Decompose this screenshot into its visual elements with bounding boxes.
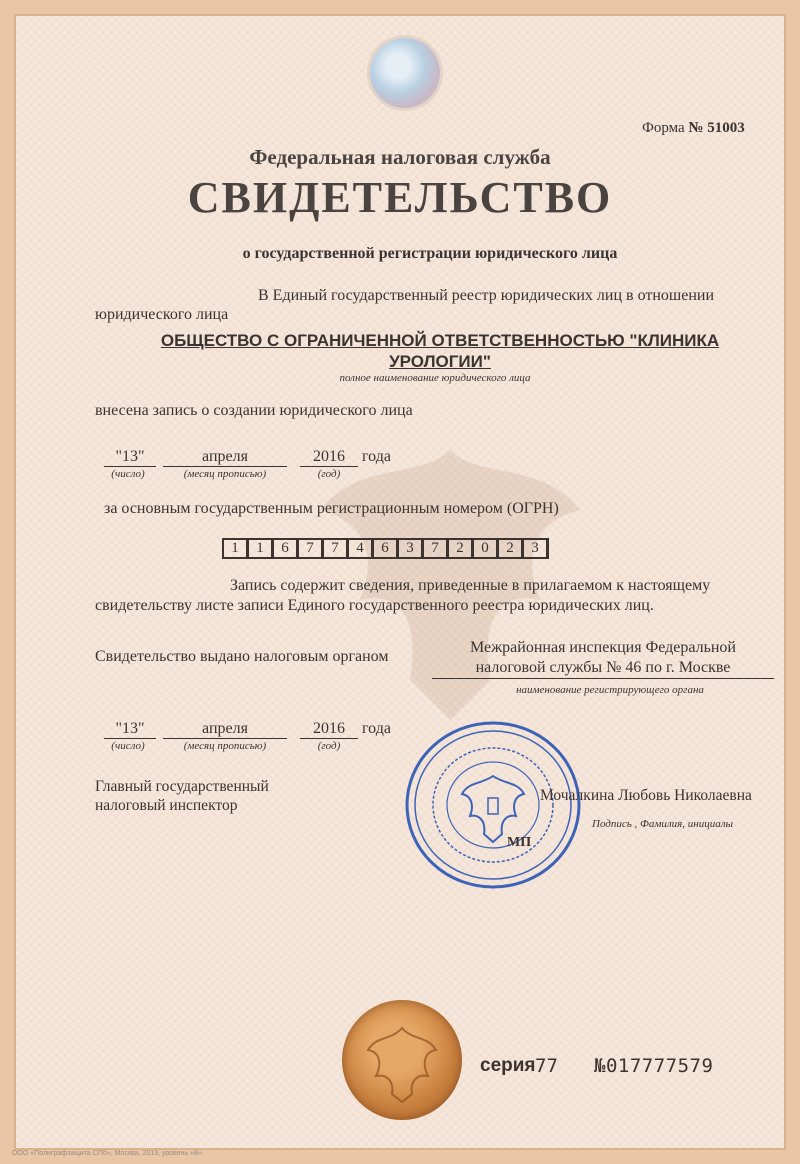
form-number: [642, 120, 745, 137]
document-title: СВИДЕТЕЛЬСТВО: [187, 173, 613, 222]
signature-hint: Подпись , Фамилия, инициалы: [592, 818, 733, 830]
ogrn-label: за основным государственным регистрационным номером (ОГРН): [104, 500, 559, 517]
mp-label: МП: [507, 835, 532, 850]
registration-year: 2016: [300, 448, 358, 467]
ogrn-digit: 3: [524, 540, 547, 557]
ogrn-digit: 7: [424, 540, 447, 557]
ogrn-digit: 6: [374, 540, 397, 557]
record-text: внесена запись о создании юридического лица: [95, 402, 413, 419]
issue-year-suffix: года: [362, 720, 391, 737]
record-paragraph-line-1: Запись содержит сведения, приведенные в прилагаемом к настоящему: [230, 577, 711, 594]
inspector-position-line-1: Главный государственный: [95, 778, 269, 795]
company-name-hint: полное наименование юридического лица: [339, 372, 531, 384]
company-name-line-2: УРОЛОГИИ": [389, 352, 491, 371]
form-label: Форма: [642, 120, 685, 136]
registration-day-hint: (число): [111, 468, 145, 480]
ogrn-digit: 6: [274, 540, 297, 557]
ogrn-digit: 0: [474, 540, 497, 557]
gold-seal-icon: [342, 1000, 462, 1120]
agency-name: Федеральная налоговая служба: [249, 145, 551, 169]
printer-imprint: ООО «Полиграфзащита СПб», Москва, 2013, уровень «В»: [12, 1150, 203, 1157]
registration-day: "13": [104, 448, 156, 467]
document-subtitle: о государственной регистрации юридического лица: [242, 245, 618, 262]
official-stamp-icon: [402, 718, 584, 892]
ogrn-digit: 7: [324, 540, 347, 557]
ogrn-digit: 2: [499, 540, 522, 557]
registration-year-hint: (год): [317, 468, 341, 480]
intro-line-2: юридического лица: [95, 306, 229, 323]
series-number: 77: [535, 1055, 558, 1077]
ogrn-number: [222, 538, 549, 559]
issue-date: [0, 720, 800, 760]
ogrn-digit: 4: [349, 540, 372, 557]
registration-month: апреля: [163, 448, 287, 467]
issued-by-label: Свидетельство выдано налоговым органом: [95, 648, 389, 665]
ogrn-digit: 3: [399, 540, 422, 557]
inspector-position: [95, 777, 269, 815]
ogrn-digit: 2: [449, 540, 472, 557]
issuing-authority-line-1: Межрайонная инспекция Федеральной: [470, 639, 736, 656]
issue-day: "13": [104, 720, 156, 739]
issue-month: апреля: [163, 720, 287, 739]
company-name-line-1: ОБЩЕСТВО С ОГРАНИЧЕННОЙ ОТВЕТСТВЕННОСТЬЮ "КЛИНИКА: [160, 331, 720, 350]
series-label: серия: [480, 1055, 536, 1076]
issue-year: 2016: [300, 720, 358, 739]
serial-number: №017777579: [594, 1055, 714, 1077]
hologram-emblem: [370, 38, 440, 108]
issuing-authority: [432, 638, 774, 679]
issuing-authority-hint: наименование регистрирующего органа: [516, 684, 704, 696]
company-name: [110, 330, 770, 372]
record-paragraph-line-2: свидетельству листе записи Единого государственного реестра юридических лиц.: [95, 597, 654, 614]
form-number-value: № 51003: [688, 120, 745, 136]
ogrn-digit: 7: [299, 540, 322, 557]
registration-month-hint: (месяц прописью): [183, 468, 267, 480]
inspector-name: Мочалкина Любовь Николаевна: [540, 787, 752, 804]
intro-line-1: В Единый государственный реестр юридических лиц в отношении: [258, 287, 715, 304]
issue-year-hint: (год): [317, 740, 341, 752]
issue-day-hint: (число): [111, 740, 145, 752]
ogrn-digit: 1: [249, 540, 272, 557]
issuing-authority-line-2: налоговой службы № 46 по г. Москве: [475, 659, 731, 676]
ogrn-digit: 1: [224, 540, 247, 557]
registration-year-suffix: года: [362, 448, 391, 465]
record-paragraph: [95, 576, 775, 616]
seal-eagle-icon: [342, 1000, 462, 1120]
registration-date: [0, 448, 800, 488]
issue-month-hint: (месяц прописью): [183, 740, 267, 752]
inspector-position-line-2: налоговый инспектор: [95, 797, 238, 814]
